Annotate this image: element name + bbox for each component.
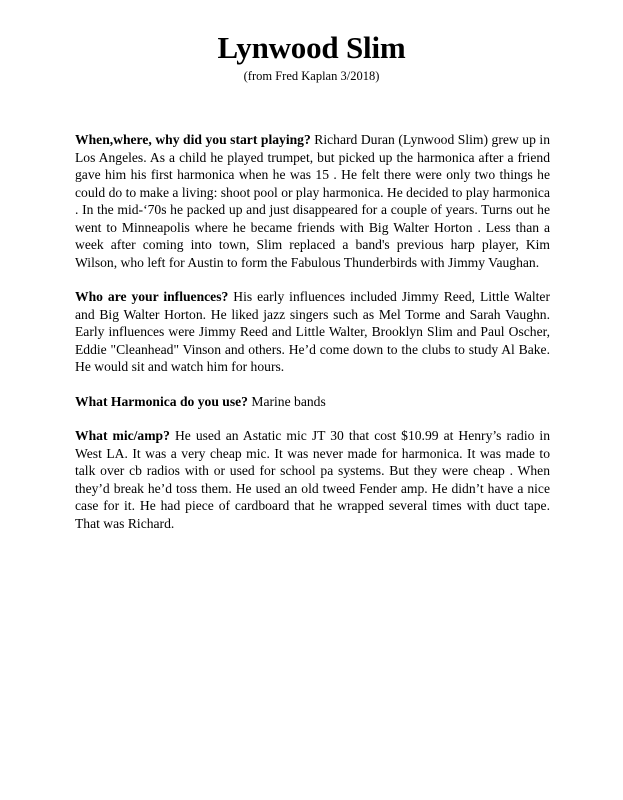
answer-influences: His early influences included Jimmy Reed, Little Walter and Big Walter Horton. He liked jazz singers such as Mel Torme and Sarah Vaughn. Early influences were Jimmy Reed and Little Walter, Brooklyn Slim and Paul Oscher, Eddie "Cleanhead" Vinson and others. He’d come down to the clubs to study Al Bake. He would sit and watch him for hours.	[75, 289, 550, 374]
answer-start-playing: Richard Duran (Lynwood Slim) grew up in Los Angeles. As a child he played trumpet, but picked up the harmonica after a friend gave him his first harmonica when he was 15 . He felt there were only two things he could do to make a living: shoot pool or play harmonica. He decided to play harmonica . In the mid-‘70s he packed up and just disappeared for a couple of years. Turns out he went to Minneapolis where he became friends with Big Walter Horton . Less than a week after coming into town, Slim replaced a band's previous harp player, Kim Wilson, who left for Austin to form the Fabulous Thunderbirds with Jimmy Vaughan.	[75, 132, 550, 270]
question-influences: Who are your influences?	[75, 289, 229, 304]
answer-mic-amp: He used an Astatic mic JT 30 that cost $10.99 at Henry’s radio in West LA. It was a very cheap mic. It was never made for harmonica. It was made to talk over cb radios with or used for school pa systems. But they were cheap . When they’d break he’d toss them. He used an old tweed Fender amp. He didn’t have a nice case for it. He had piece of cardboard that he wrapped several times with duct tape. That was Richard.	[75, 428, 551, 531]
qa-paragraph-start-playing	[75, 131, 550, 271]
document-title: Lynwood Slim	[217, 30, 406, 65]
qa-paragraph-influences	[75, 288, 550, 376]
qa-paragraph-mic-amp	[75, 427, 550, 532]
answer-harmonica: Marine bands	[251, 393, 326, 409]
document-body	[75, 131, 550, 549]
question-mic-amp: What mic/amp?	[75, 428, 170, 443]
qa-paragraph-harmonica	[75, 393, 550, 411]
document-subtitle: (from Fred Kaplan 3/2018)	[243, 69, 380, 83]
question-start-playing: When,where, why did you start playing?	[75, 132, 311, 147]
question-harmonica: What Harmonica do you use?	[75, 393, 248, 409]
